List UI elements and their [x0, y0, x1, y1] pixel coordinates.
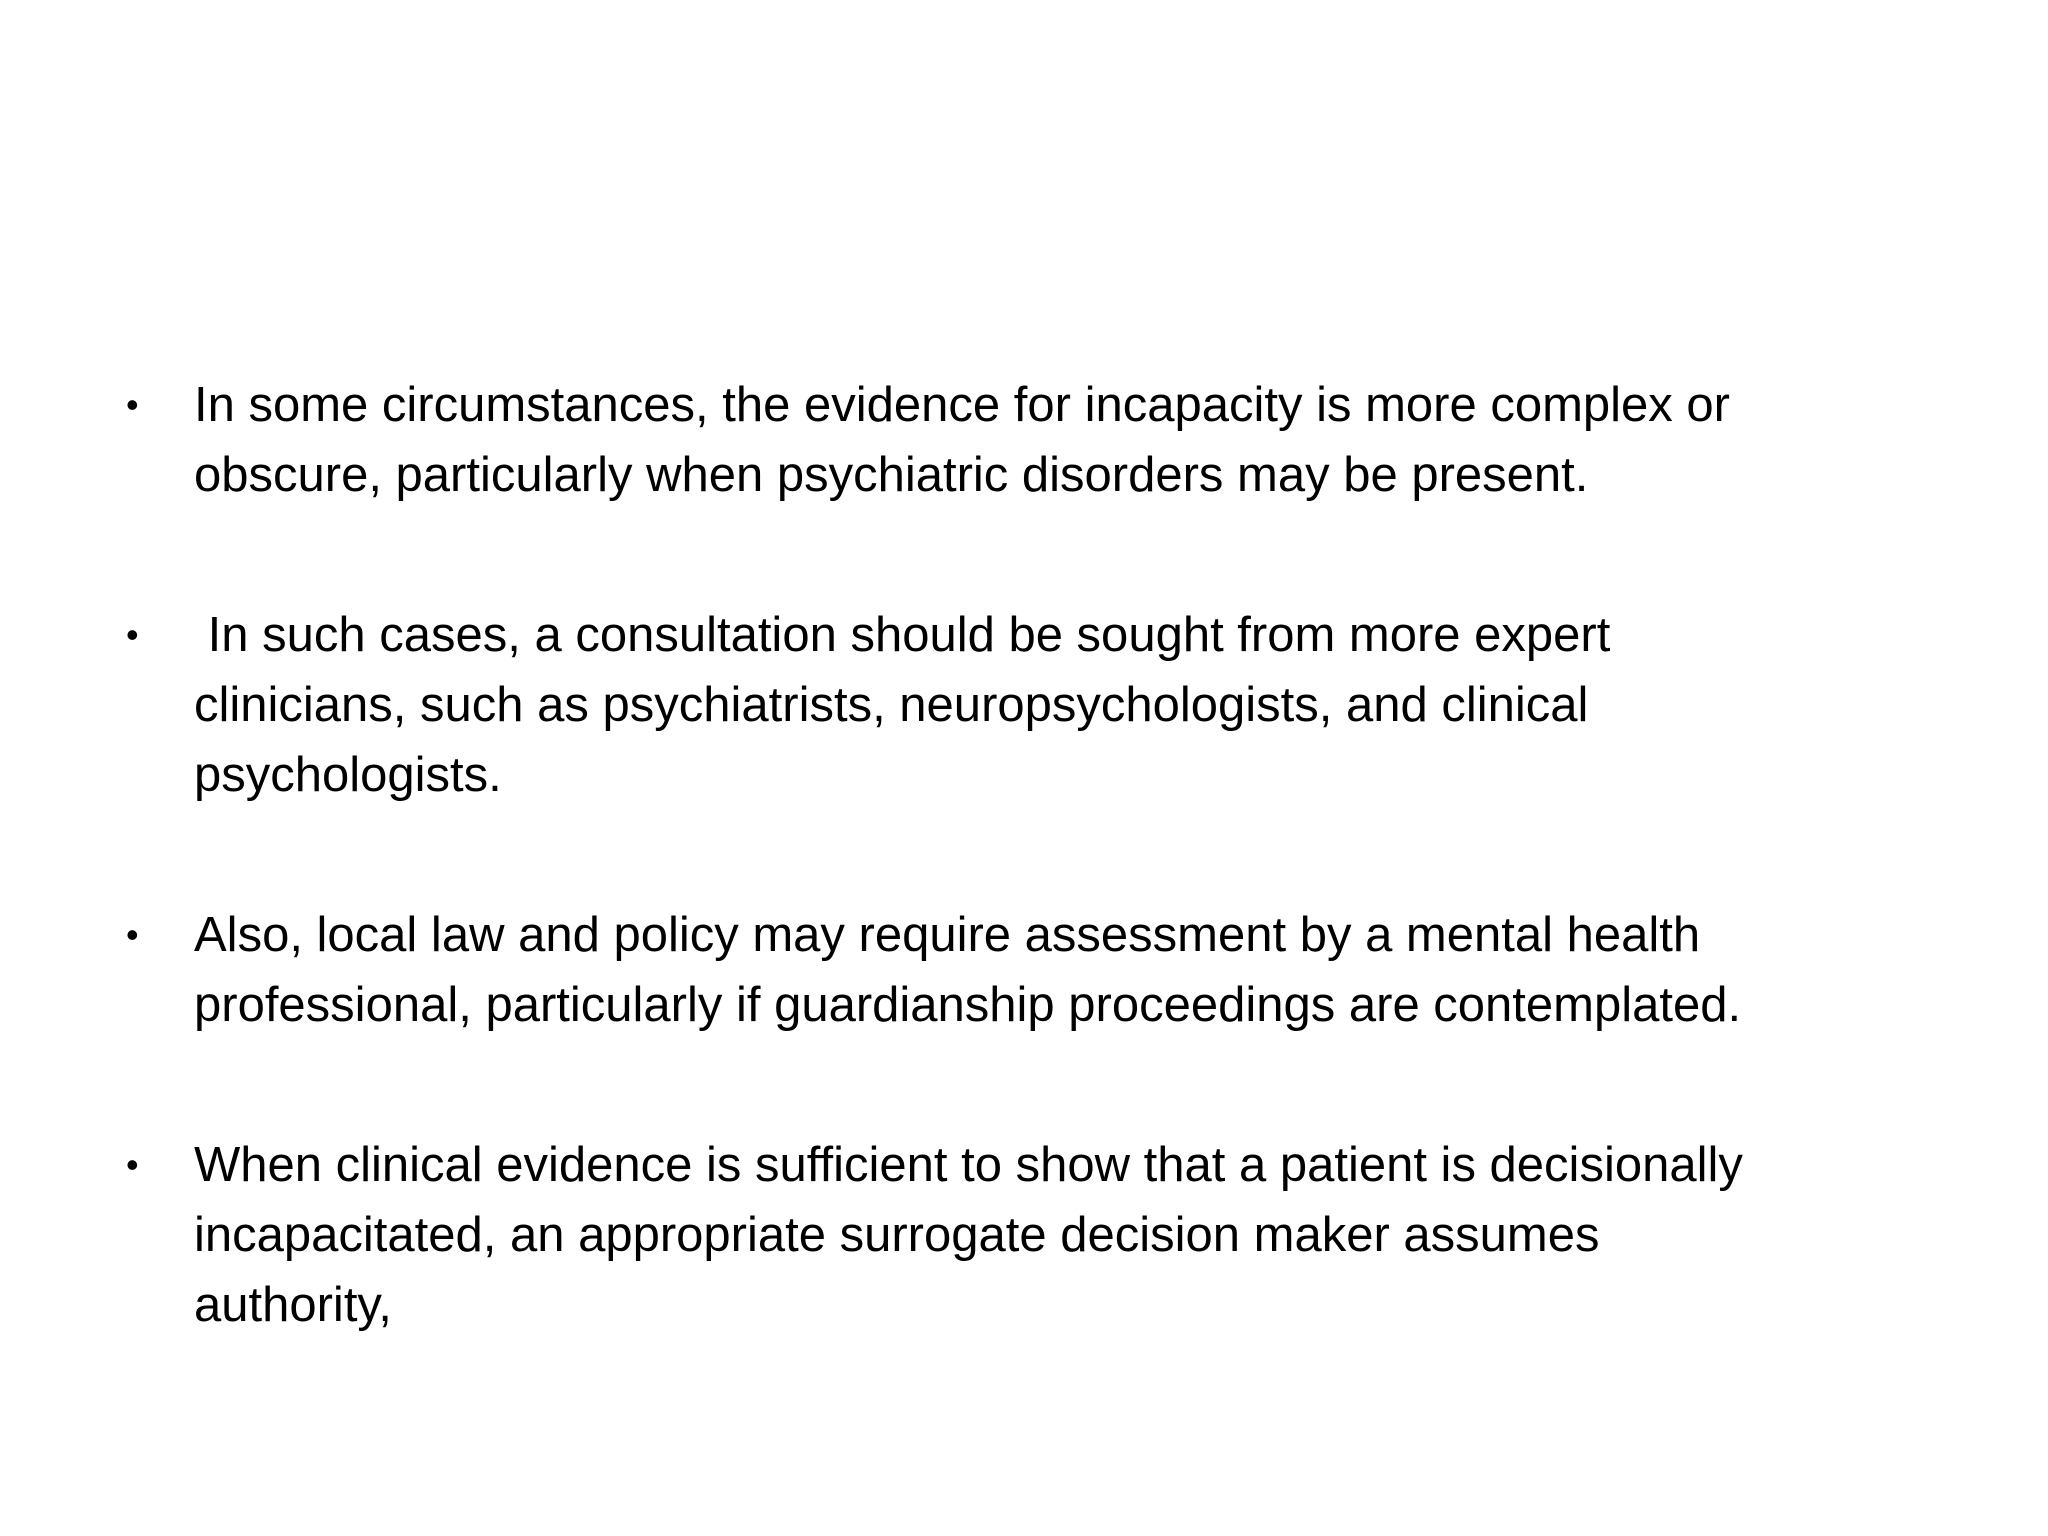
bullet-item	[126, 1130, 1926, 1340]
bullet-line: In such cases, a consultation should be sought from more expert	[194, 608, 1611, 662]
bullet-item	[126, 370, 1926, 510]
bullet-line: When clinical evidence is sufficient to show that a patient is decisionally	[194, 1138, 1743, 1192]
bullet-line: Also, local law and policy may require assessment by a mental health	[194, 908, 1701, 962]
bullet-line: obscure, particularly when psychiatric disorders may be present.	[194, 448, 1589, 502]
bullet-item	[126, 600, 1926, 810]
bullet-line: incapacitated, an appropriate surrogate decision maker assumes	[194, 1208, 1600, 1262]
bullet-list	[126, 370, 1926, 1340]
bullet-icon: •	[126, 384, 139, 425]
bullet-line: psychologists.	[194, 748, 502, 802]
bullet-line: clinicians, such as psychiatrists, neuropsychologists, and clinical	[194, 678, 1589, 732]
bullet-icon: •	[126, 1144, 139, 1185]
bullet-icon: •	[126, 914, 139, 955]
bullet-line: authority,	[194, 1278, 392, 1332]
bullet-icon: •	[126, 614, 139, 655]
bullet-line: professional, particularly if guardianship proceedings are contemplated.	[194, 978, 1742, 1032]
bullet-item	[126, 900, 1926, 1040]
bullet-line: In some circumstances, the evidence for incapacity is more complex or	[194, 378, 1730, 432]
